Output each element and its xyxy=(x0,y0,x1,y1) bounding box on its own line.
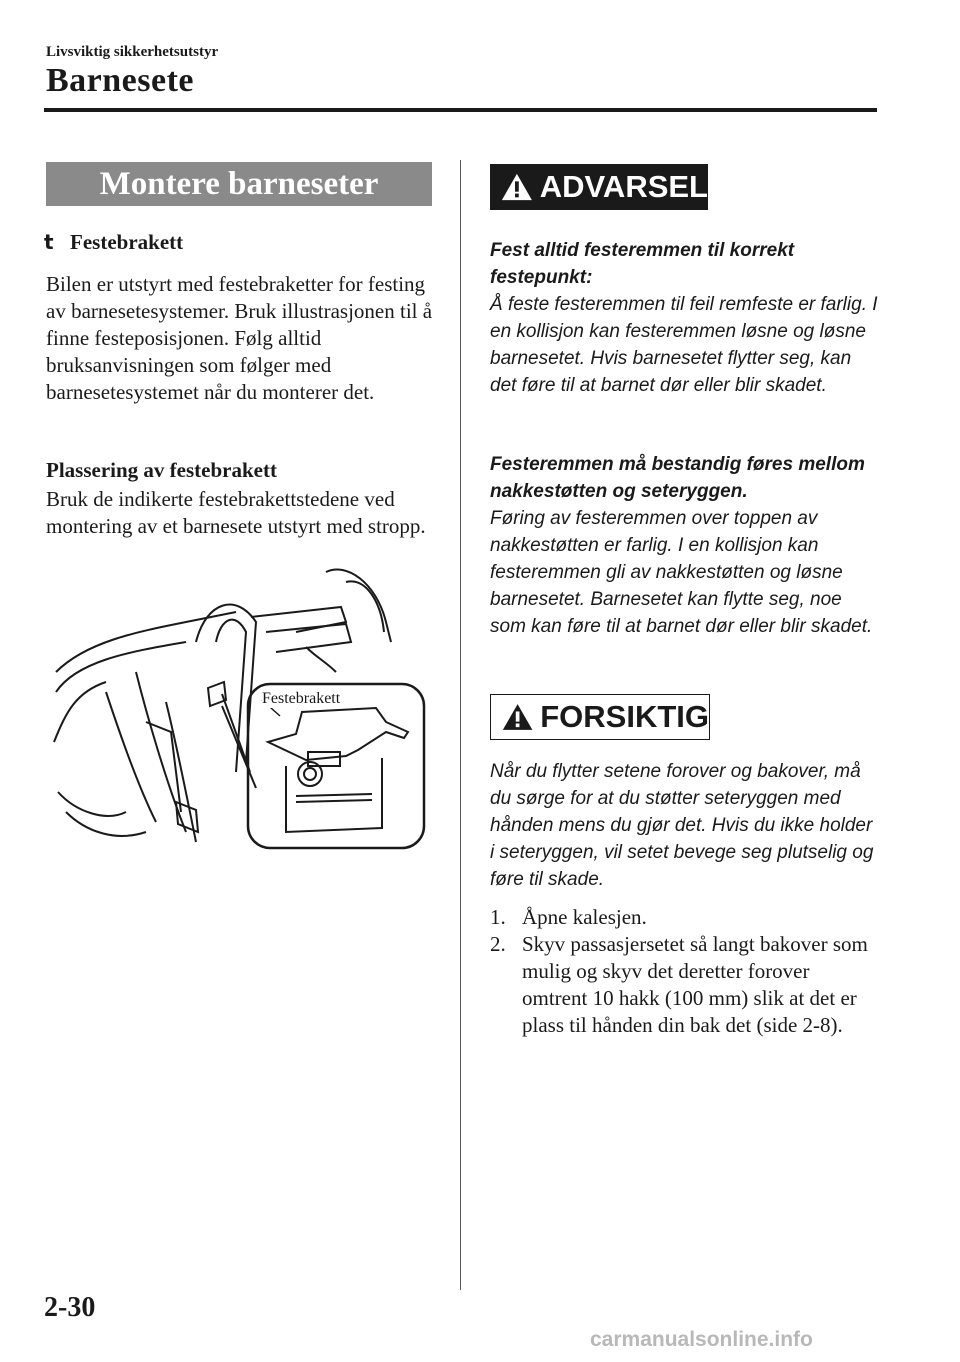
figure-callout-label: Festebrakett xyxy=(262,690,341,707)
caution-badge xyxy=(490,694,710,740)
subheading-text: Festebrakett xyxy=(70,230,184,254)
steps-list xyxy=(490,904,880,1039)
placement-heading: Plassering av festebrakett xyxy=(46,458,277,482)
warning-badge xyxy=(490,164,708,210)
intro-paragraph: Bilen er utstyrt med festebraketter for festing av barnesetesystemer. Bruk illustrasjonen til å finne festeposisjonen. Følg alltid bruksanvisningen som følger med barnesetesystemet når du monterer det. xyxy=(46,272,433,404)
column-divider xyxy=(460,160,461,1290)
warning-block-1 xyxy=(490,237,880,399)
breadcrumb: Livsviktig sikkerhetsutstyr xyxy=(46,44,219,60)
header-rule xyxy=(44,108,877,112)
watermark: carmanualsonline.info xyxy=(590,1328,813,1351)
warning-triangle-icon xyxy=(500,171,534,203)
tether-bracket-illustration xyxy=(46,562,432,862)
warning-label: ADVARSEL xyxy=(539,169,708,204)
list-item xyxy=(490,931,880,1039)
subheading-festebrakett xyxy=(44,230,183,255)
step-number: 1. xyxy=(490,905,506,929)
page-number: 2-30 xyxy=(44,1292,96,1323)
list-item xyxy=(490,904,880,931)
caution-label: FORSIKTIG xyxy=(540,699,709,734)
warning-block-2 xyxy=(490,451,880,640)
warning1-text: Å feste festeremmen til feil remfeste er farlig. I en kollisjon kan festeremmen løsne og løsne barnesetet. Hvis barnesetet flytter seg, kan det føre til at barnet dør eller blir skadet. xyxy=(490,294,878,396)
bullet-marker: t xyxy=(44,230,54,254)
placement-paragraph: Bruk de indikerte festebrakettstedene ved montering av et barnesete utstyrt med stropp. xyxy=(46,487,426,538)
page-title: Barnesete xyxy=(46,62,195,99)
warning2-text: Føring av festeremmen over toppen av nakkestøtten er farlig. I en kollisjon kan festeremmen gli av nakkestøtten og løsne barnesetet. Barnesetet kan flytte seg, noe som kan føre til at barnet dør eller blir skadet. xyxy=(490,508,873,637)
caution-triangle-icon xyxy=(501,701,534,733)
section-banner xyxy=(46,162,432,206)
caution-text: Når du flytter setene forover og bakover, må du sørge for at du støtter seteryggen med hånden mens du gjør det. Hvis du ikke holder i seteryggen, vil setet bevege seg plutselig og føre til skade. xyxy=(490,761,874,890)
section-title: Montere barneseter xyxy=(99,165,379,202)
step-number: 2. xyxy=(490,932,506,956)
step-text: Åpne kalesjen. xyxy=(522,905,647,929)
warning2-title: Festeremmen må bestandig føres mellom nakkestøtten og seteryggen. xyxy=(490,454,865,502)
step-text: Skyv passasjersetet så langt bakover som mulig og skyv det deretter forover omtrent 10 hakk (100 mm) slik at det er plass til hånden din bak det (side 2-8). xyxy=(522,932,868,1037)
warning1-title: Fest alltid festeremmen til korrekt festepunkt: xyxy=(490,240,795,288)
